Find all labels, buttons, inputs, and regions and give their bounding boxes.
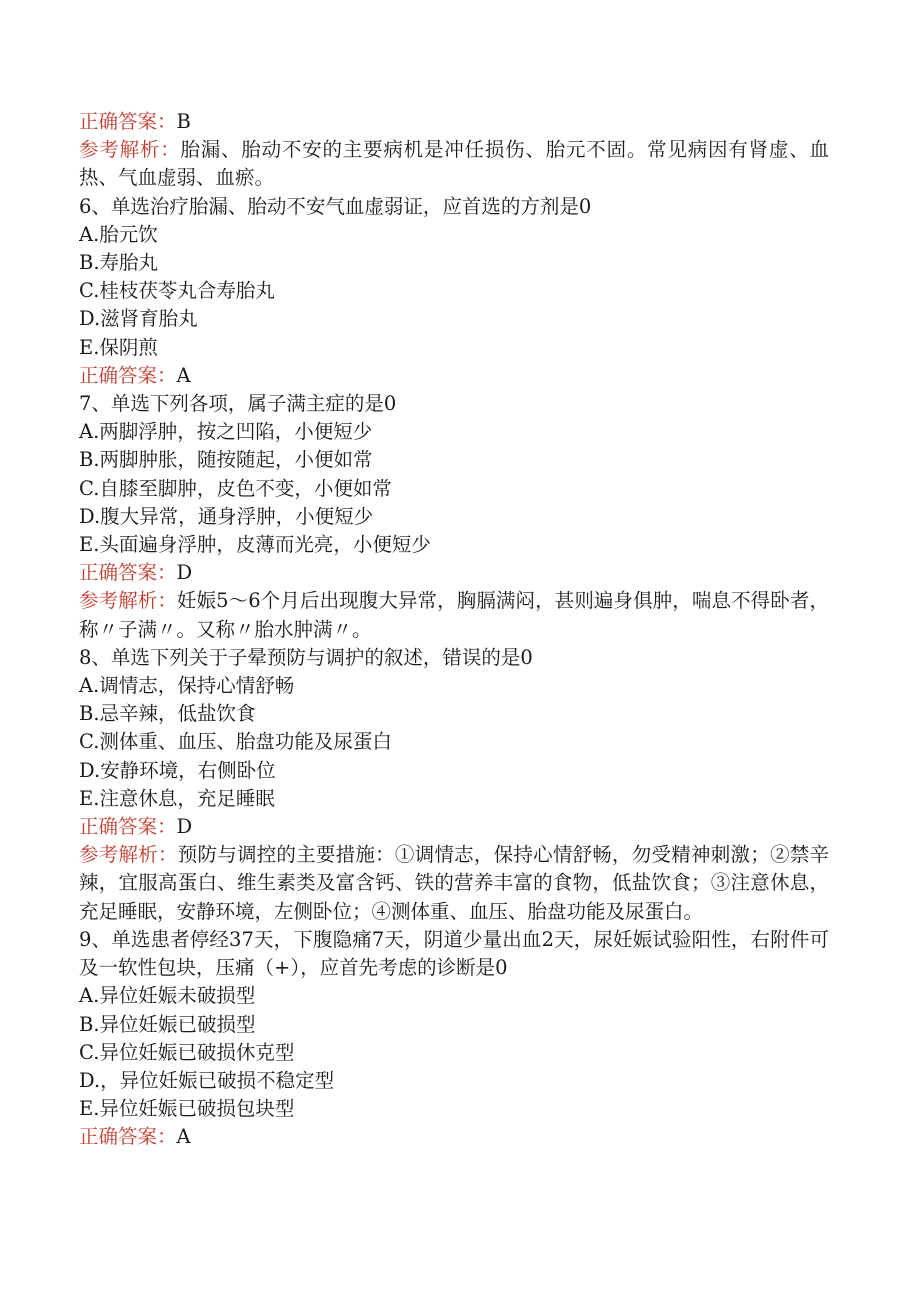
option-a: A.调情志，保持心情舒畅 — [79, 674, 295, 698]
answer-value: A — [176, 363, 191, 387]
option-d: D.滋肾育胎丸 — [79, 307, 198, 331]
analysis-text: 预防与调控的主要措施：①调情志，保持心情舒畅，勿受精神刺激；②禁辛辣，宜服高蛋白、维生素类及富含钙、铁的营养丰富的食物，低盐饮食；③注意休息，充足睡眠，安静环境，左侧卧位；④测体重、血压、胎盘功能及尿蛋白。 — [79, 843, 829, 923]
option-b: B.寿胎丸 — [79, 251, 159, 275]
question-stem: 8、单选下列关于子晕预防与调护的叙述，错误的是0 — [79, 645, 533, 669]
answer-value: A — [176, 1125, 191, 1149]
question-stem: 6、单选治疗胎漏、胎动不安气血虚弱证，应首选的方剂是0 — [79, 194, 592, 218]
option-b: B.忌辛辣，低盐饮食 — [79, 702, 256, 726]
answer-line — [79, 362, 829, 390]
option-e: E.头面遍身浮肿，皮薄而光亮，小便短少 — [79, 533, 431, 557]
answer-label: 正确答案： — [79, 1125, 177, 1149]
option-d: D.，异位妊娠已破损不稳定型 — [79, 1068, 335, 1092]
answer-value: D — [176, 561, 193, 585]
analysis-label: 参考解析： — [79, 589, 177, 613]
answer-value: D — [176, 815, 193, 839]
option-c: C.异位妊娠已破损休克型 — [79, 1040, 295, 1064]
answer-label: 正确答案： — [79, 363, 177, 387]
analysis-text: 胎漏、胎动不安的主要病机是冲任损伤、胎元不固。常见病因有肾虚、血热、气血虚弱、血瘀。 — [79, 138, 829, 190]
option-a: A.两脚浮肿，按之凹陷，小便短少 — [79, 420, 373, 444]
answer-label: 正确答案： — [79, 815, 177, 839]
answer-line — [79, 813, 829, 841]
analysis-paragraph — [79, 136, 829, 192]
option-d: D.腹大异常，通身浮肿，小便短少 — [79, 504, 374, 528]
option-e: E.保阴煎 — [79, 335, 158, 359]
answer-label: 正确答案： — [79, 561, 177, 585]
option-b: B.异位妊娠已破损型 — [79, 1012, 256, 1036]
analysis-paragraph — [79, 841, 829, 926]
option-d: D.安静环境，右侧卧位 — [79, 758, 276, 782]
answer-label: 正确答案： — [79, 110, 177, 133]
option-a: A.胎元饮 — [79, 222, 158, 246]
option-e: E.异位妊娠已破损包块型 — [79, 1097, 295, 1121]
answer-line — [79, 559, 829, 587]
answer-value: B — [176, 110, 191, 133]
option-e: E.注意休息，充足睡眠 — [79, 786, 275, 810]
answer-line — [79, 108, 829, 136]
question-stem: 9、单选患者停经37天，下腹隐痛7天，阴道少量出血2天，尿妊娠试验阳性，右附件可及一软性包块，压痛（+），应首先考虑的诊断是0 — [79, 927, 829, 980]
option-c: C.桂枝茯苓丸合寿胎丸 — [79, 279, 275, 303]
option-c: C.测体重、血压、胎盘功能及尿蛋白 — [79, 730, 392, 754]
analysis-label: 参考解析： — [79, 843, 178, 867]
analysis-text: 妊娠5～6个月后出现腹大异常，胸膈满闷，甚则遍身俱肿，喘息不得卧者，称〃子满〃。又称〃胎水肿满〃。 — [79, 589, 829, 641]
exam-page — [79, 108, 829, 1152]
answer-line — [79, 1123, 829, 1151]
analysis-label: 参考解析： — [79, 138, 181, 162]
option-b: B.两脚肿胀，随按随起，小便如常 — [79, 448, 373, 472]
option-a: A.异位妊娠未破损型 — [79, 984, 256, 1008]
option-c: C.自膝至脚肿，皮色不变，小便如常 — [79, 476, 392, 500]
question-stem: 7、单选下列各项，属子满主症的是0 — [79, 392, 397, 416]
analysis-paragraph — [79, 587, 829, 643]
